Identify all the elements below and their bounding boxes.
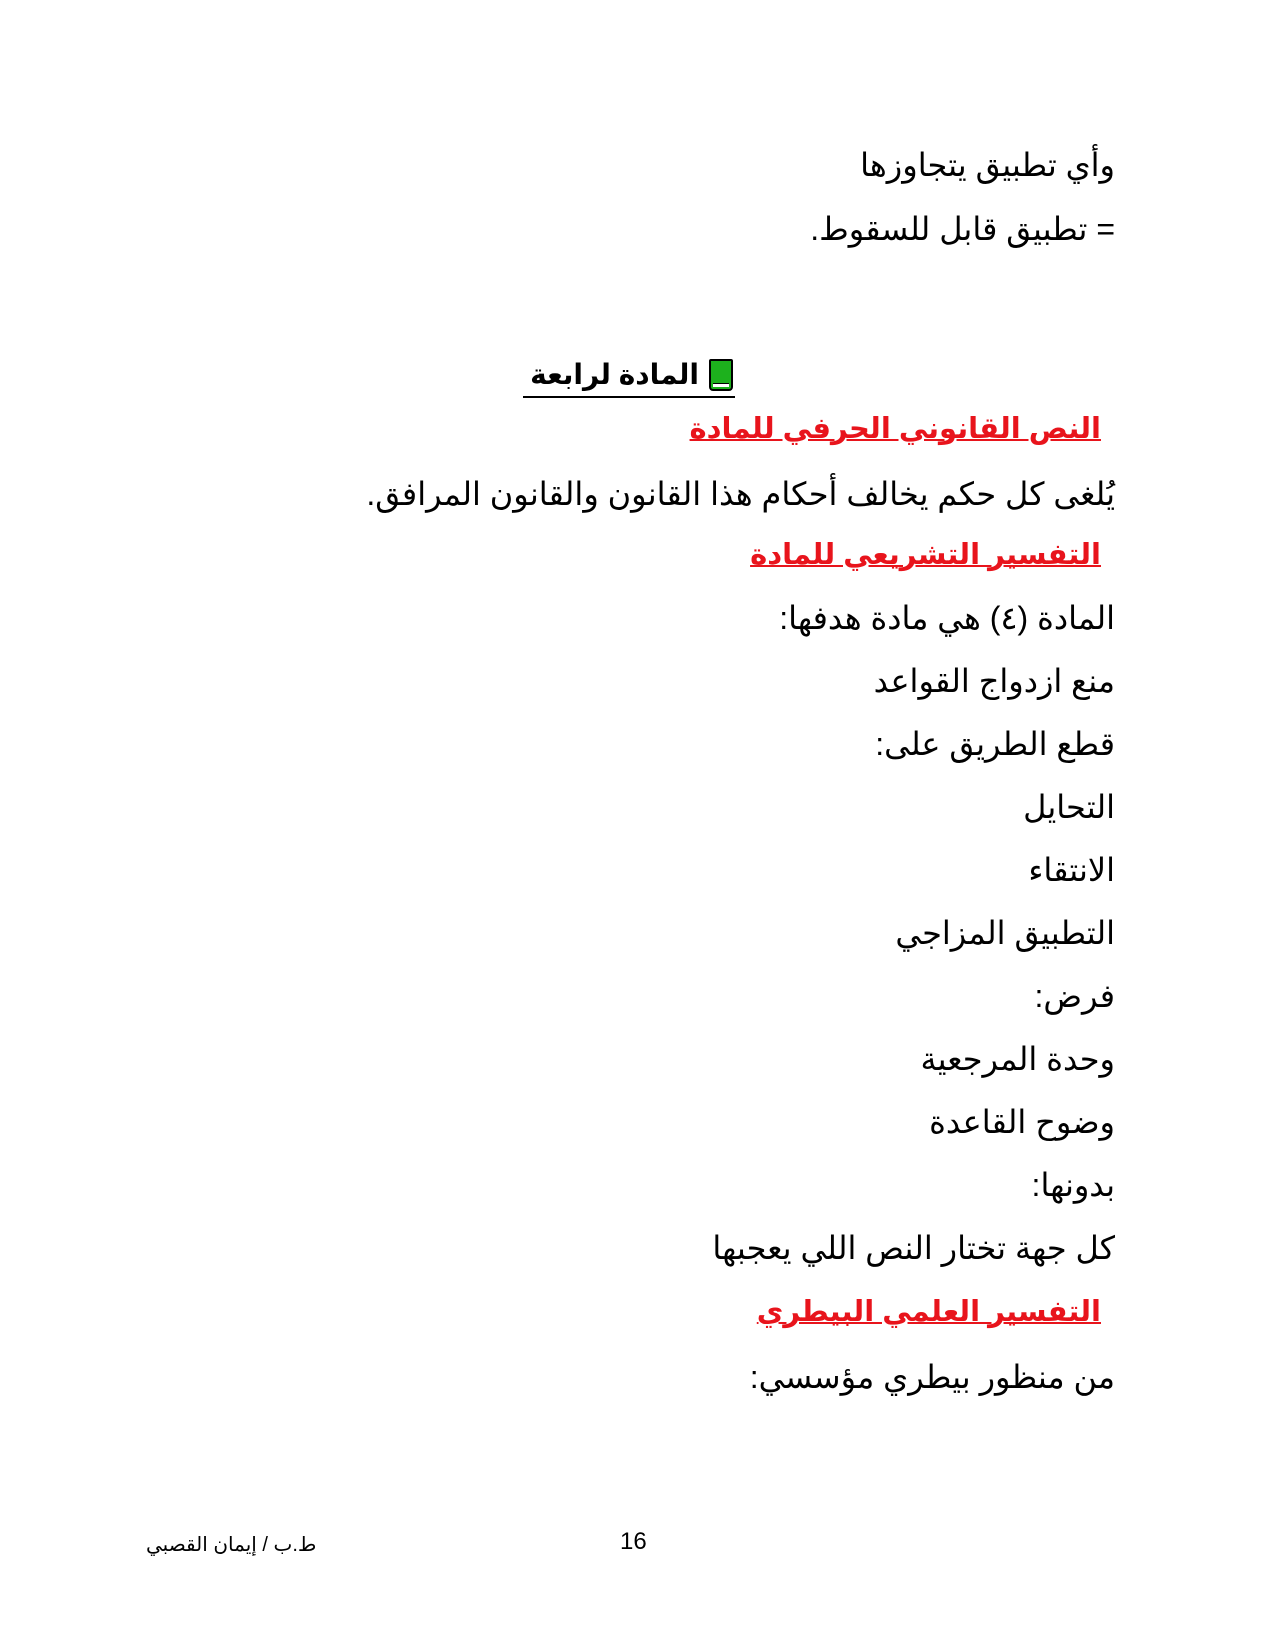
section-heading-legislative (742, 537, 1115, 573)
vet-text: من منظور بيطري مؤسسي: (749, 1359, 1115, 1395)
article-title-text: المادة لرابعة (530, 359, 699, 390)
list-item: منع ازدواج القواعد (873, 663, 1115, 699)
list-item: التطبيق المزاجي (895, 915, 1115, 951)
list-item: الانتقاء (1028, 852, 1115, 888)
literal-text: يُلغى كل حكم يخالف أحكام هذا القانون والقانون المرافق. (366, 476, 1115, 512)
section-heading-vet (749, 1294, 1115, 1330)
list-item: التحايل (1023, 789, 1115, 825)
section-heading-text: التفسير التشريعي للمادة (750, 539, 1101, 571)
list-item: كل جهة تختار النص اللي يعجبها (712, 1230, 1115, 1266)
list-item: وحدة المرجعية (920, 1041, 1115, 1077)
text-line: = تطبيق قابل للسقوط. (810, 211, 1115, 247)
text-line: وأي تطبيق يتجاوزها (860, 147, 1115, 183)
section-heading-literal (682, 411, 1115, 447)
page-number: 16 (620, 1528, 647, 1555)
section-heading-text: النص القانوني الحرفي للمادة (689, 413, 1101, 445)
book-icon (709, 359, 733, 391)
footer-author: ط.ب / إيمان القصبي (146, 1534, 317, 1556)
section-heading-text: التفسير العلمي البيطري (756, 1296, 1101, 1328)
list-item: المادة (٤) هي مادة هدفها: (779, 600, 1115, 636)
list-item: بدونها: (1031, 1167, 1115, 1203)
article-title (523, 354, 735, 398)
list-item: وضوح القاعدة (929, 1104, 1115, 1140)
list-item: قطع الطريق على: (875, 726, 1115, 762)
list-item: فرض: (1034, 978, 1115, 1014)
